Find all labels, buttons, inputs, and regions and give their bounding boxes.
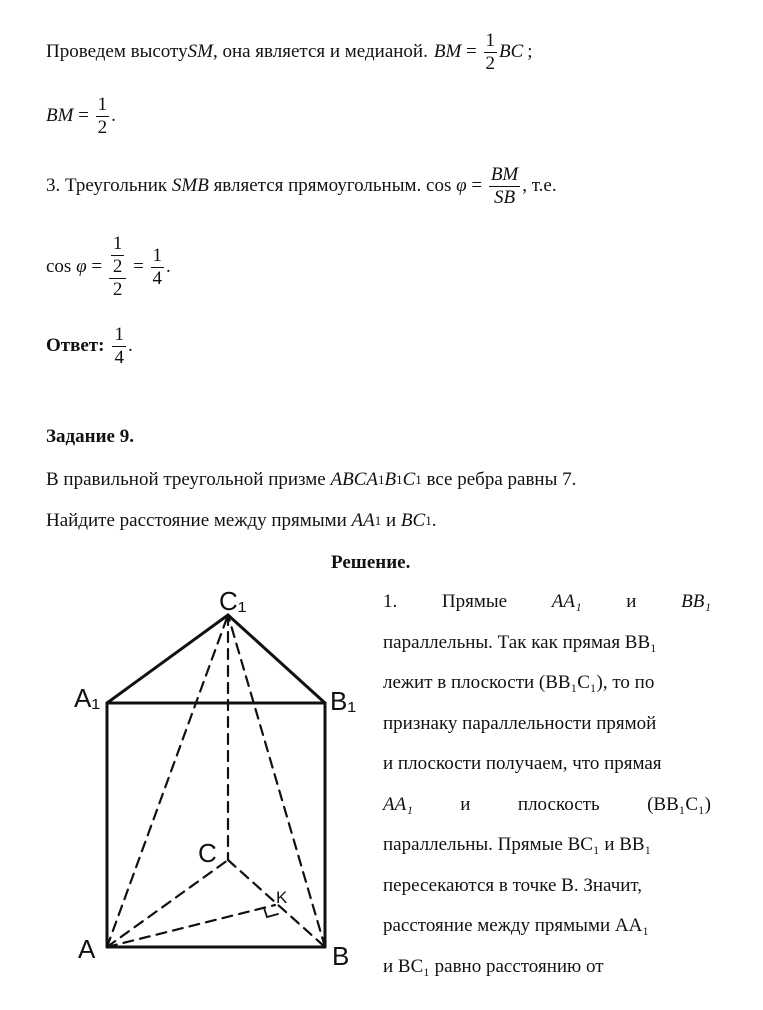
vertex-label-a: A (78, 934, 96, 964)
math-bc: BC (499, 41, 524, 62)
fraction-numerator: 1 (112, 233, 123, 255)
math-plane: (BB₁C₁) (647, 793, 711, 815)
edge-c1-b1 (228, 615, 325, 703)
fraction-denominator: 4 (152, 267, 163, 289)
math-bm: BM (433, 41, 462, 62)
math-aa: AA (351, 510, 375, 531)
solution-heading-text: Решение. (331, 552, 411, 573)
edge-c-b (228, 860, 325, 947)
text-run: и (626, 591, 637, 613)
task-line-2 (46, 507, 436, 535)
solution-row (383, 704, 711, 745)
edge-a-c (107, 860, 228, 947)
text-run: В правильной треугольной призме (46, 469, 331, 490)
fraction-quarter (112, 325, 126, 368)
math-c: C (402, 469, 416, 490)
text-line-4 (46, 226, 171, 308)
math-phi: φ (456, 175, 467, 196)
edge-a1-c1 (107, 615, 228, 703)
equals-sign: = (128, 256, 149, 277)
punctuation: ; (527, 41, 533, 62)
text-run: параллельны. Так как прямая BB₁ (383, 631, 657, 653)
text-line-3 (46, 156, 557, 216)
solution-row (383, 623, 711, 664)
punctuation: . (431, 510, 437, 531)
solution-row (383, 785, 711, 826)
line-a-k (107, 905, 275, 947)
subscript: 1 (415, 472, 422, 487)
text-run: , она является и медианой. (212, 41, 428, 62)
fraction-half (111, 234, 125, 277)
point-label-k: K (276, 888, 288, 907)
fraction-numerator: BM (490, 163, 519, 185)
text-run: Прямые (441, 591, 508, 613)
punctuation: . (127, 335, 133, 356)
fraction-quarter (151, 246, 165, 289)
math-bc: BC (400, 510, 426, 531)
text-line-1 (46, 24, 533, 80)
compound-fraction (109, 234, 127, 300)
cos-function: cos (426, 175, 457, 196)
text-run: Проведем высоту (46, 41, 188, 62)
solution-row (383, 744, 711, 785)
text-run: 1. (383, 591, 398, 613)
solution-text (383, 582, 711, 987)
text-run: является прямоугольным. (208, 175, 427, 196)
subscript: 1 (374, 513, 382, 528)
text-run: все ребра равны 7. (421, 469, 577, 490)
solution-row (383, 663, 711, 704)
text-line-2 (46, 88, 116, 144)
math-phi: φ (76, 256, 87, 277)
text-run: и BC₁ равно расстоянию от (383, 955, 604, 977)
fraction-half (484, 31, 498, 74)
solution-row (383, 866, 711, 907)
text-run: и (460, 793, 471, 815)
punctuation: . (166, 256, 171, 277)
punctuation: . (111, 105, 116, 126)
right-angle-mark (264, 908, 278, 917)
fraction-numerator: 1 (97, 93, 108, 115)
fraction-half (96, 95, 110, 138)
text-run: признаку параллельности прямой (383, 712, 657, 734)
vertex-label-b1: B₁ (330, 686, 357, 716)
subscript: 1 (425, 513, 432, 528)
math-bb1: BB₁ (681, 591, 711, 613)
fraction-denominator: 2 (112, 278, 123, 300)
text-run: и (381, 510, 401, 531)
solution-heading (331, 550, 410, 576)
text-run: лежит в плоскости (BB₁C₁), то по (383, 672, 655, 694)
equals-sign: = (461, 41, 482, 62)
solution-row (383, 906, 711, 947)
fraction-bm-sb (489, 165, 520, 208)
cos-function: cos (46, 256, 77, 277)
math-prism: ABCA (330, 469, 378, 490)
text-run: 3. Треугольник (46, 175, 172, 196)
vertex-label-a1: A₁ (74, 683, 101, 713)
answer-line (46, 318, 133, 374)
equals-sign: = (466, 175, 487, 196)
math-bm: BM (46, 105, 74, 126)
fraction-denominator: 2 (112, 256, 123, 278)
fraction-denominator: 2 (97, 116, 108, 138)
text-run: плоскость (517, 793, 600, 815)
math-b: B (384, 469, 397, 490)
text-run: Найдите расстояние между прямыми (46, 510, 352, 531)
fraction-numerator: 1 (485, 29, 495, 51)
fraction-denominator: 4 (114, 346, 124, 368)
math-sm: SM (187, 41, 213, 62)
subscript: 1 (377, 472, 385, 487)
vertex-label-c1: C₁ (219, 586, 247, 616)
math-aa1: AA₁ (383, 793, 413, 815)
task-title (46, 424, 134, 450)
text-run: расстояние между прямыми AA₁ (383, 915, 649, 937)
line-b-c1 (228, 615, 325, 947)
fraction-numerator (109, 234, 127, 279)
task-title-text: Задание 9. (46, 426, 134, 447)
fraction-denominator: SB (493, 186, 516, 208)
text-run: , т.е. (522, 175, 557, 196)
math-aa1: AA₁ (551, 591, 582, 613)
fraction-denominator: 2 (485, 52, 495, 74)
solution-row (383, 582, 711, 623)
math-smb: SMB (171, 175, 209, 196)
text-run: пересекаются в точке B. Значит, (383, 874, 643, 896)
vertex-label-b: B (332, 941, 350, 971)
fraction-numerator: 1 (152, 244, 163, 266)
solution-row (383, 825, 711, 866)
equals-sign: = (73, 105, 94, 126)
vertex-label-c: C (198, 838, 217, 868)
answer-label: Ответ: (46, 335, 105, 356)
subscript: 1 (396, 472, 403, 487)
task-line-1 (46, 466, 576, 494)
equals-sign: = (86, 256, 107, 277)
fraction-numerator: 1 (114, 323, 124, 345)
line-a-c1 (107, 615, 228, 947)
solution-row (383, 947, 711, 988)
text-run: и плоскости получаем, что прямая (383, 753, 662, 775)
text-run: параллельны. Прямые BC₁ и BB₁ (383, 834, 652, 856)
